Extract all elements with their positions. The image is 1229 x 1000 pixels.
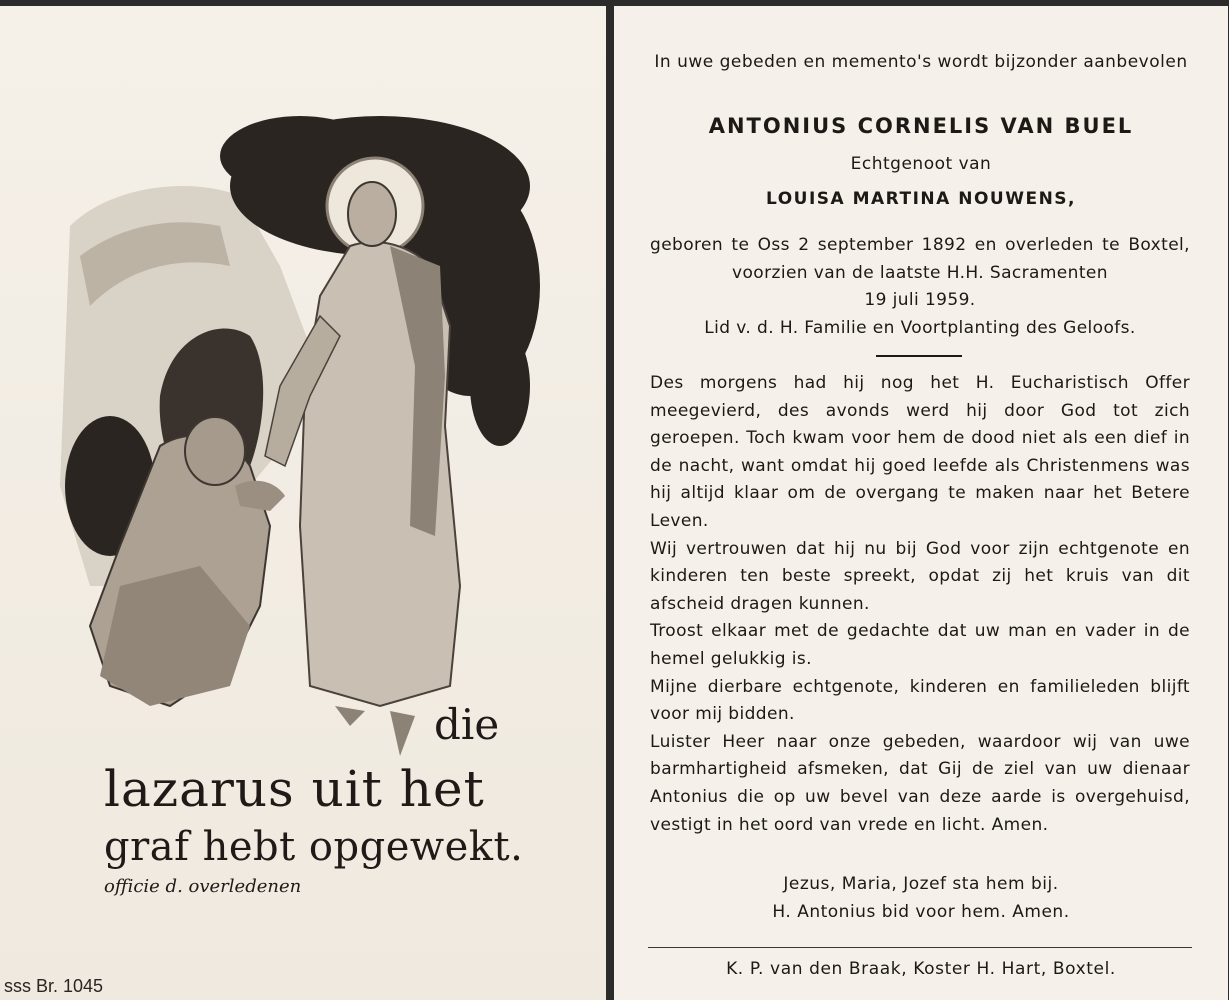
deceased-name: ANTONIUS CORNELIS VAN BUEL — [708, 114, 1134, 138]
short-divider — [876, 355, 962, 357]
script-line-graf: graf hebt opgewekt. — [104, 824, 524, 870]
lazarus-head — [185, 417, 245, 485]
raising-of-lazarus-illustration — [50, 66, 550, 766]
printer-code: sss Br. 1045 — [4, 976, 104, 996]
prayer-line-2: H. Antonius bid voor hem. Amen. — [772, 902, 1070, 922]
prayer-line-1: Jezus, Maria, Jozef sta hem bij. — [783, 874, 1059, 894]
intro-text: In uwe gebeden en memento's wordt bijzonder aanbevolen — [654, 52, 1188, 72]
death-date: 19 juli 1959. — [864, 290, 976, 311]
footer-divider — [648, 947, 1192, 948]
left-card-image-panel — [0, 6, 606, 1000]
birth-text: geboren te Oss 2 september 1892 en overleden te Boxtel, voorzien van de laatste H.H. Sacramenten — [650, 235, 1190, 283]
paragraph: Mijne dierbare echtgenote, kinderen en familieleden blijft voor mij bidden. — [650, 676, 1190, 725]
source-note: officie d. overledenen — [104, 876, 302, 897]
right-card-text-panel — [614, 6, 1228, 1000]
spouse-label: Echtgenoot van — [850, 154, 992, 174]
spouse-name: LOUISA MARTINA NOUWENS, — [765, 189, 1077, 209]
paragraph: Wij vertrouwen dat hij nu bij God voor zijn echtgenote en kinderen ten beste spreekt, opdat zij het kruis van dit afscheid dragen kunnen. — [650, 538, 1190, 614]
paragraph: Luister Heer naar onze gebeden, waardoor wij van uwe barmhartigheid afsmeken, dat Gij de ziel van uw dienaar Antonius die op uw bevel van deze aarde is overgehuisd, vestigt in het oord van vrede en licht. Amen. — [650, 731, 1190, 835]
script-line-lazarus: lazarus uit het — [104, 760, 485, 818]
script-line-die: die — [434, 700, 500, 749]
christ-feet — [335, 706, 415, 756]
birth-death-block — [650, 232, 1190, 342]
publisher-line: K. P. van den Braak, Koster H. Hart, Boxtel. — [726, 959, 1116, 979]
paragraph: Des morgens had hij nog het H. Eucharistisch Offer meegevierd, des avonds werd hij door God tot zich geroepen. Toch kwam voor hem de dood niet als een dief in de nacht, want omdat hij goed leefde als Christenmens was hij altijd klaar om de overgang te maken naar het Betere Leven. — [650, 373, 1190, 531]
eulogy-block — [650, 370, 1190, 839]
christ-head — [348, 182, 396, 246]
membership-text: Lid v. d. H. Familie en Voortplanting des Geloofs. — [704, 317, 1136, 338]
paragraph: Troost elkaar met de gedachte dat uw man en vader in de hemel gelukkig is. — [650, 621, 1190, 669]
